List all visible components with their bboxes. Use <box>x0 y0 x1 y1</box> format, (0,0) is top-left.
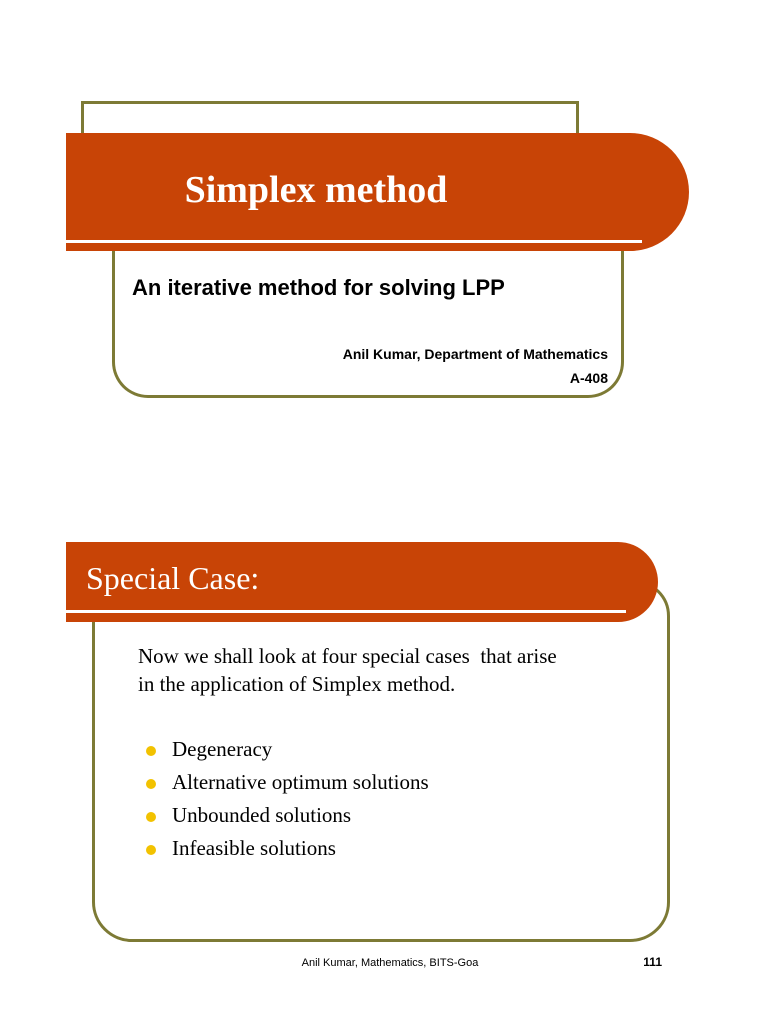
special-case-heading: Special Case: <box>86 560 260 596</box>
list-item <box>146 801 626 834</box>
list-item <box>146 768 626 801</box>
list-item-text: Degeneracy <box>172 737 273 761</box>
list-item-text: Alternative optimum solutions <box>172 770 429 794</box>
author-line: Anil Kumar, Department of Mathematics <box>342 346 608 362</box>
list-item-text: Infeasible solutions <box>172 836 336 860</box>
list-item <box>146 735 626 768</box>
footer-text: Anil Kumar, Mathematics, BITS-Goa <box>301 957 479 969</box>
list-item <box>146 834 626 867</box>
special-case-list <box>146 735 626 867</box>
bullet-dot-icon <box>146 746 156 756</box>
page-number: 111 <box>643 955 662 969</box>
slide-title: Simplex method <box>184 169 448 211</box>
special-case-intro: Now we shall look at four special cases that arise in the application of Simplex method. <box>138 644 557 696</box>
slide-subtitle: An iterative method for solving LPP <box>132 275 505 300</box>
list-item-text: Unbounded solutions <box>172 803 352 827</box>
bullet-dot-icon <box>146 812 156 822</box>
room-number: A-408 <box>569 370 608 386</box>
title-slide-banner-rule <box>66 240 642 243</box>
bullet-dot-icon <box>146 779 156 789</box>
bullet-dot-icon <box>146 845 156 855</box>
special-case-banner-rule <box>66 610 626 613</box>
